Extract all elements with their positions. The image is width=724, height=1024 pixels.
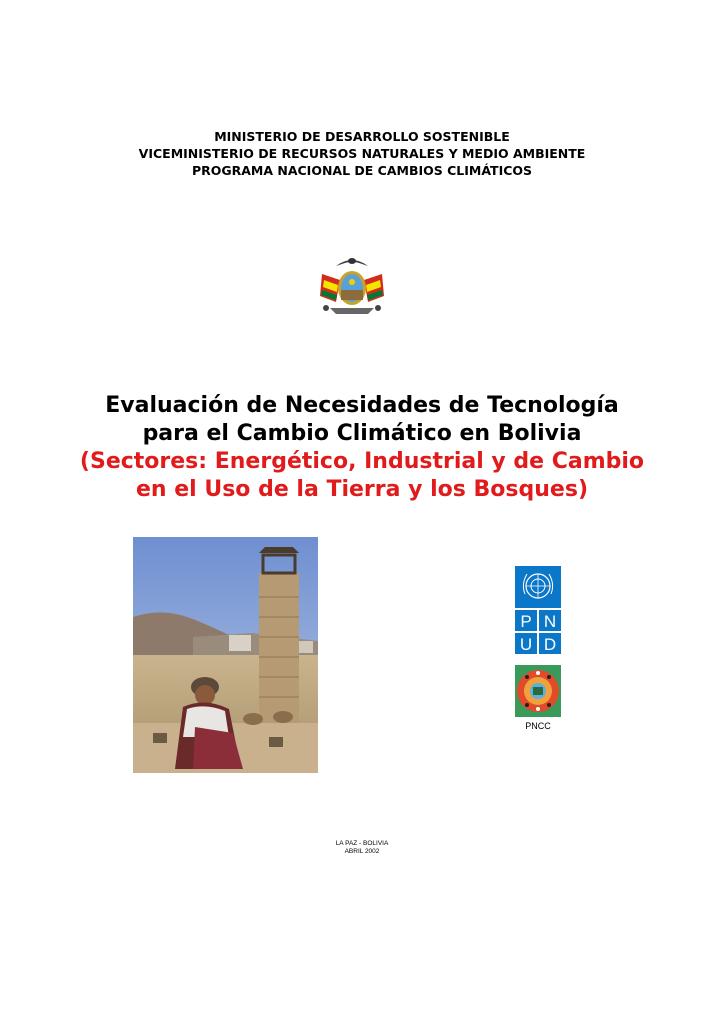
subtitle-line-2: en el Uso de la Tierra y los Bosques) <box>135 477 588 502</box>
undp-letter-d: D <box>543 635 557 654</box>
title-line-2: para el Cambio Climático en Bolivia <box>142 421 582 446</box>
undp-letter-n: N <box>543 612 557 631</box>
subtitle-line-1: (Sectores: Energético, Industrial y de Cambio <box>79 449 645 474</box>
undp-logo <box>515 566 561 654</box>
undp-letter-p: P <box>520 612 532 631</box>
program-name: PROGRAMA NACIONAL DE CAMBIOS CLIMÁTICOS <box>191 163 533 178</box>
pncc-logo <box>515 665 561 717</box>
document-title <box>0 392 724 504</box>
title-line-1: Evaluación de Necesidades de Tecnología <box>105 393 619 418</box>
viceministry-name: VICEMINISTERIO DE RECURSOS NATURALES Y MEDIO AMBIENTE <box>138 146 586 161</box>
cover-photo <box>133 537 318 773</box>
bolivia-coat-of-arms-icon <box>316 252 388 318</box>
header <box>0 128 724 179</box>
pncc-label: PNCC <box>525 721 551 731</box>
ministry-name: MINISTERIO DE DESARROLLO SOSTENIBLE <box>214 129 510 144</box>
footer-date: ABRIL 2002 <box>344 848 380 855</box>
footer-location: LA PAZ - BOLIVIA <box>335 840 389 847</box>
undp-letter-u: U <box>519 635 533 654</box>
footer <box>0 840 724 856</box>
